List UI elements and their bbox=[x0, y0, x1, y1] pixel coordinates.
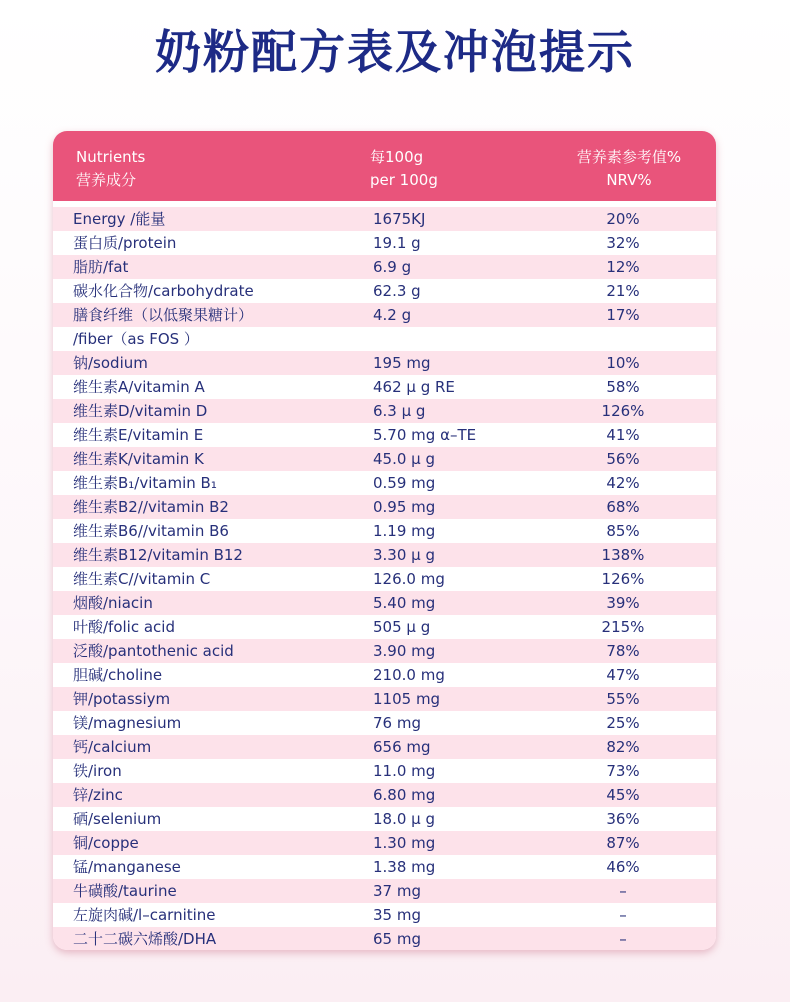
nutrient-amount: 37 mg bbox=[373, 882, 421, 900]
nutrient-amount: 6.9 g bbox=[373, 258, 412, 276]
nutrient-nrv: 56% bbox=[606, 450, 640, 468]
nutrient-name: 二十二碳六烯酸/DHA bbox=[73, 930, 217, 948]
nutrient-nrv: 21% bbox=[606, 282, 640, 300]
nutrient-nrv: 36% bbox=[606, 810, 640, 828]
table-row bbox=[53, 543, 716, 567]
nutrient-name: 维生素E/vitamin E bbox=[73, 426, 204, 444]
nutrient-amount: 45.0 μ g bbox=[373, 450, 435, 468]
table-row bbox=[53, 759, 716, 783]
nutrient-amount: 4.2 g bbox=[373, 306, 412, 324]
nutrient-name: 锰/manganese bbox=[73, 858, 181, 876]
nutrient-name: Energy /能量 bbox=[73, 210, 166, 228]
nutrient-name: 铁/iron bbox=[73, 762, 122, 780]
table-row bbox=[53, 327, 716, 351]
table-row bbox=[53, 615, 716, 639]
nutrition-table bbox=[53, 131, 716, 950]
nutrient-amount: 76 mg bbox=[373, 714, 421, 732]
nutrient-amount: 210.0 mg bbox=[373, 666, 445, 684]
nutrient-nrv: 10% bbox=[606, 354, 640, 372]
nutrient-name: 维生素B6//vitamin B6 bbox=[73, 522, 229, 540]
nutrient-nrv: 82% bbox=[606, 738, 640, 756]
nutrient-amount: 5.70 mg α–TE bbox=[373, 426, 477, 444]
nutrient-name: 牛磺酸/taurine bbox=[73, 882, 177, 900]
nutrient-name: 维生素D/vitamin D bbox=[73, 402, 208, 420]
nutrient-name: 硒/selenium bbox=[73, 810, 162, 828]
nutrient-amount: 5.40 mg bbox=[373, 594, 436, 612]
nutrient-nrv: 215% bbox=[601, 618, 645, 636]
table-row bbox=[53, 255, 716, 279]
nutrient-nrv: 47% bbox=[606, 666, 640, 684]
nutrient-name: 维生素K/vitamin K bbox=[73, 450, 204, 468]
table-row bbox=[53, 495, 716, 519]
nutrient-nrv: – bbox=[619, 906, 627, 924]
nutrient-nrv: 41% bbox=[606, 426, 640, 444]
table-row bbox=[53, 663, 716, 687]
nutrient-amount: 35 mg bbox=[373, 906, 421, 924]
nutrient-amount: 1675KJ bbox=[373, 210, 426, 228]
nutrient-amount: 656 mg bbox=[373, 738, 431, 756]
table-row bbox=[53, 807, 716, 831]
table-row bbox=[53, 855, 716, 879]
table-body bbox=[53, 207, 716, 950]
nutrient-amount: 195 mg bbox=[373, 354, 431, 372]
nutrient-nrv: 126% bbox=[601, 402, 645, 420]
nutrient-nrv: – bbox=[619, 882, 627, 900]
nutrient-name: 锌/zinc bbox=[73, 786, 123, 804]
nutrient-amount: 6.3 μ g bbox=[373, 402, 426, 420]
header-nutrients-en: Nutrients bbox=[76, 148, 146, 166]
nutrient-name: 维生素C//vitamin C bbox=[73, 570, 211, 588]
nutrient-amount: 18.0 μ g bbox=[373, 810, 435, 828]
nutrient-name: 维生素B₁/vitamin B₁ bbox=[73, 474, 217, 492]
table-row bbox=[53, 303, 716, 327]
table-header bbox=[53, 131, 716, 201]
nutrient-name: 烟酸/niacin bbox=[73, 594, 153, 612]
header-per-100g-cn: 每100g bbox=[370, 148, 424, 166]
table-row bbox=[53, 687, 716, 711]
nutrient-name: 维生素B2//vitamin B2 bbox=[73, 498, 229, 516]
nutrient-amount: 1.30 mg bbox=[373, 834, 436, 852]
nutrient-name: 膳食纤维（以低聚果糖计） bbox=[73, 306, 254, 324]
nutrient-nrv: 87% bbox=[606, 834, 640, 852]
nutrient-name: 脂肪/fat bbox=[73, 258, 129, 276]
table-row bbox=[53, 471, 716, 495]
nutrient-amount: 62.3 g bbox=[373, 282, 421, 300]
table-row bbox=[53, 375, 716, 399]
header-per-100g bbox=[370, 146, 438, 192]
nutrient-amount: 3.30 μ g bbox=[373, 546, 435, 564]
nutrient-nrv: 68% bbox=[606, 498, 640, 516]
table-row bbox=[53, 399, 716, 423]
table-row bbox=[53, 927, 716, 950]
nutrient-amount: 126.0 mg bbox=[373, 570, 445, 588]
nutrient-nrv: 73% bbox=[606, 762, 640, 780]
nutrient-nrv: 138% bbox=[601, 546, 645, 564]
nutrient-name: 镁/magnesium bbox=[73, 714, 182, 732]
nutrient-amount: 462 μ g RE bbox=[373, 378, 455, 396]
table-row bbox=[53, 519, 716, 543]
nutrient-amount: 505 μ g bbox=[373, 618, 431, 636]
table-row bbox=[53, 903, 716, 927]
nutrient-amount: 0.59 mg bbox=[373, 474, 436, 492]
nutrient-name: 蛋白质/protein bbox=[73, 234, 177, 252]
nutrient-amount: 1.38 mg bbox=[373, 858, 436, 876]
table-row bbox=[53, 231, 716, 255]
nutrient-nrv: 39% bbox=[606, 594, 640, 612]
header-nutrients bbox=[76, 146, 145, 192]
header-nrv-cn: 营养素参考值% bbox=[576, 148, 682, 166]
nutrient-nrv: 55% bbox=[606, 690, 640, 708]
nutrient-name: 维生素A/vitamin A bbox=[73, 378, 205, 396]
nutrient-name: 铜/coppe bbox=[73, 834, 139, 852]
nutrient-nrv: 12% bbox=[606, 258, 640, 276]
nutrient-amount: 11.0 mg bbox=[373, 762, 436, 780]
table-row bbox=[53, 783, 716, 807]
table-row bbox=[53, 711, 716, 735]
table-row bbox=[53, 351, 716, 375]
nutrient-amount: 1.19 mg bbox=[373, 522, 436, 540]
nutrient-name: 胆碱/choline bbox=[73, 666, 163, 684]
nutrient-name: 叶酸/folic acid bbox=[73, 618, 175, 636]
nutrient-amount: 65 mg bbox=[373, 930, 421, 948]
nutrient-name: /fiber（as FOS ） bbox=[73, 330, 199, 348]
nutrient-name: 碳水化合物/carbohydrate bbox=[73, 282, 254, 300]
nutrient-name: 泛酸/pantothenic acid bbox=[73, 642, 234, 660]
nutrient-nrv: 58% bbox=[606, 378, 640, 396]
header-nutrients-cn: 营养成分 bbox=[76, 171, 137, 189]
nutrient-nrv: 85% bbox=[606, 522, 640, 540]
nutrient-amount: 1105 mg bbox=[373, 690, 441, 708]
nutrient-nrv: 42% bbox=[606, 474, 640, 492]
nutrient-amount: 6.80 mg bbox=[373, 786, 436, 804]
nutrient-name: 左旋肉碱/l–carnitine bbox=[73, 906, 216, 924]
header-nrv bbox=[563, 146, 695, 192]
nutrient-name: 钾/potassiym bbox=[73, 690, 171, 708]
table-row bbox=[53, 591, 716, 615]
nutrient-amount: 19.1 g bbox=[373, 234, 421, 252]
table-row bbox=[53, 567, 716, 591]
table-row bbox=[53, 639, 716, 663]
nutrient-nrv: 126% bbox=[601, 570, 645, 588]
table-row bbox=[53, 447, 716, 471]
header-nrv-en: NRV% bbox=[606, 171, 652, 189]
nutrient-nrv: 25% bbox=[606, 714, 640, 732]
nutrient-nrv: 46% bbox=[606, 858, 640, 876]
table-row bbox=[53, 831, 716, 855]
nutrient-nrv: 17% bbox=[606, 306, 640, 324]
nutrient-nrv: 45% bbox=[606, 786, 640, 804]
nutrient-amount: 3.90 mg bbox=[373, 642, 436, 660]
nutrient-nrv: – bbox=[619, 930, 627, 948]
table-row bbox=[53, 279, 716, 303]
nutrient-name: 钠/sodium bbox=[73, 354, 148, 372]
header-per-100g-en: per 100g bbox=[370, 171, 438, 189]
nutrient-nrv: 32% bbox=[606, 234, 640, 252]
nutrient-nrv: 78% bbox=[606, 642, 640, 660]
nutrient-name: 维生素B12/vitamin B12 bbox=[73, 546, 243, 564]
table-row bbox=[53, 735, 716, 759]
table-row bbox=[53, 423, 716, 447]
nutrient-amount: 0.95 mg bbox=[373, 498, 436, 516]
nutrient-name: 钙/calcium bbox=[73, 738, 152, 756]
nutrient-nrv: 20% bbox=[606, 210, 640, 228]
page-title: 奶粉配方表及冲泡提示 bbox=[155, 25, 635, 79]
table-row bbox=[53, 879, 716, 903]
table-row bbox=[53, 207, 716, 231]
